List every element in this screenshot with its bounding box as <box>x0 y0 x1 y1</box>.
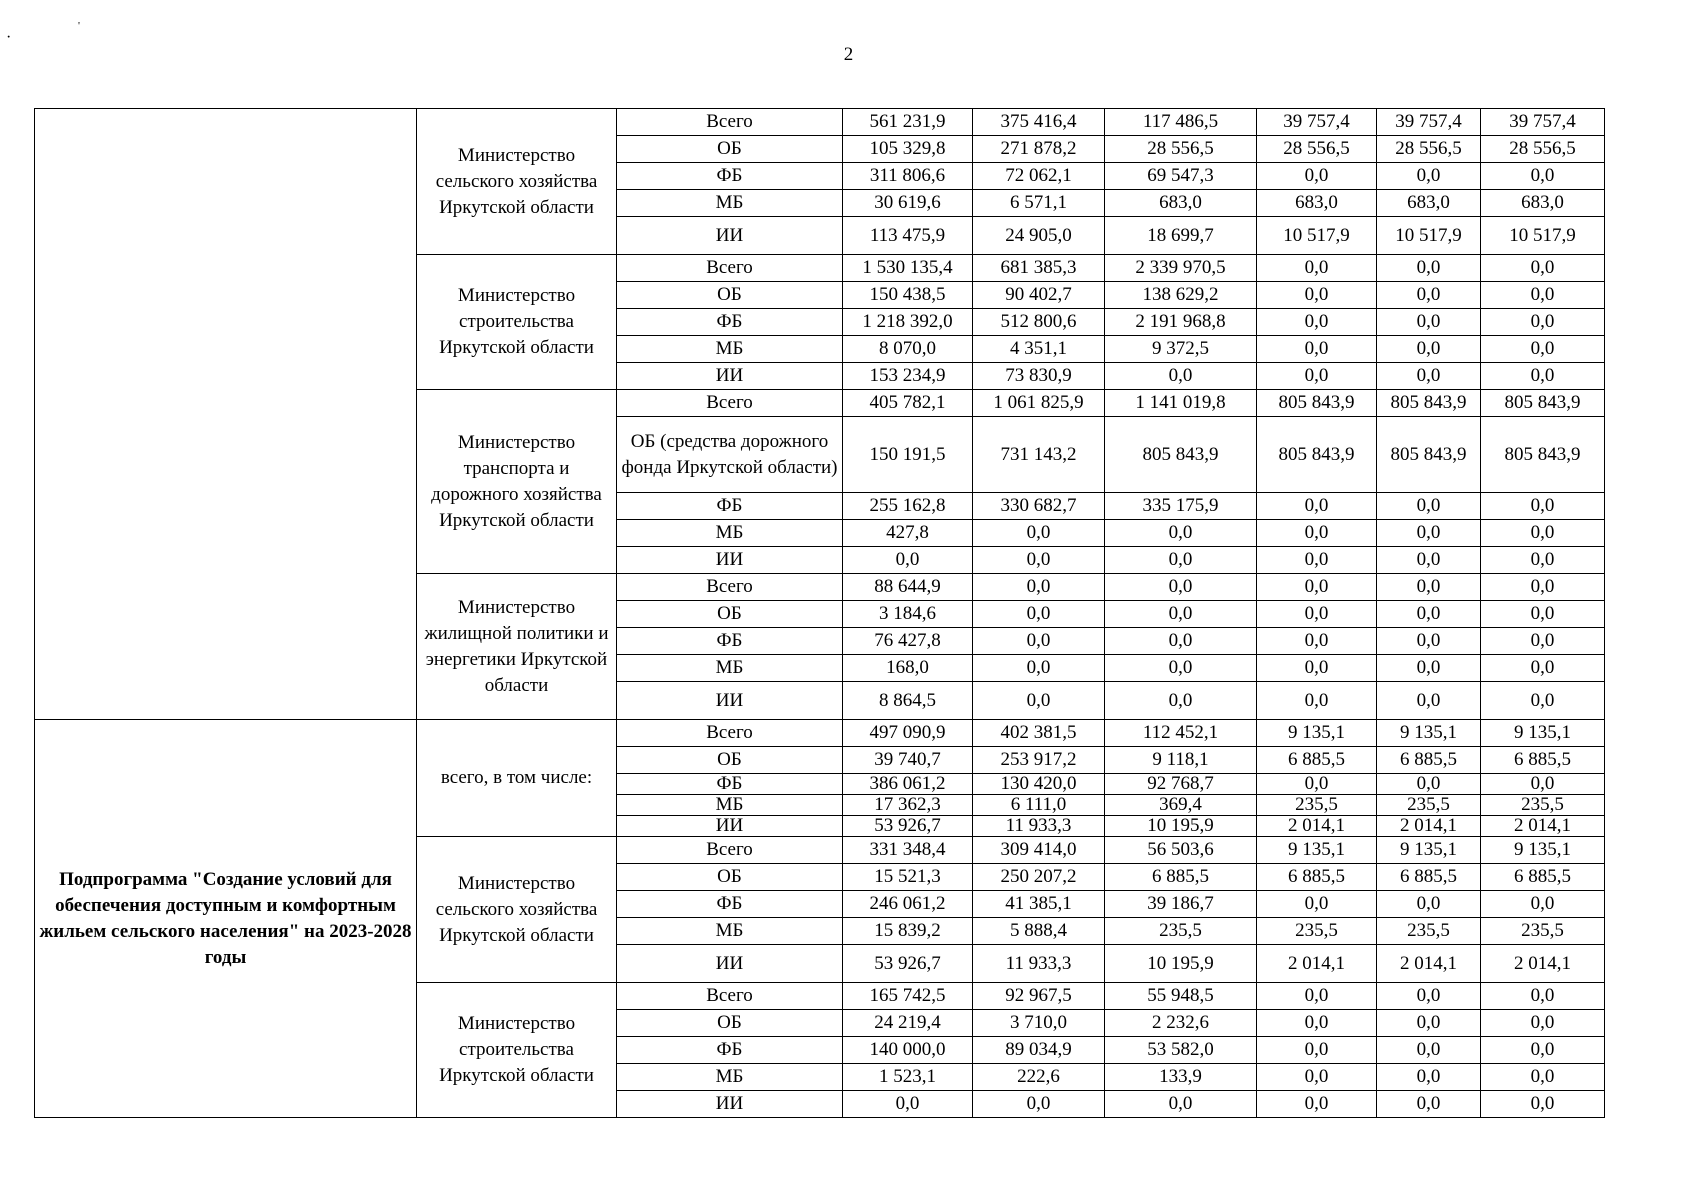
amount-cell: 271 878,2 <box>973 136 1105 163</box>
amount-cell: 0,0 <box>1257 1091 1377 1118</box>
amount-cell: 117 486,5 <box>1105 109 1257 136</box>
amount-cell: 10 195,9 <box>1105 945 1257 983</box>
funding-source-cell: ОБ <box>617 601 843 628</box>
amount-cell: 0,0 <box>973 574 1105 601</box>
funding-source-cell: МБ <box>617 655 843 682</box>
funding-source-cell: ИИ <box>617 682 843 720</box>
amount-cell: 235,5 <box>1481 918 1605 945</box>
funding-source-cell: ОБ <box>617 864 843 891</box>
amount-cell: 0,0 <box>1105 363 1257 390</box>
amount-cell: 683,0 <box>1105 190 1257 217</box>
amount-cell: 0,0 <box>1105 520 1257 547</box>
amount-cell: 561 231,9 <box>843 109 973 136</box>
amount-cell: 10 517,9 <box>1377 217 1481 255</box>
amount-cell: 0,0 <box>1481 255 1605 282</box>
amount-cell: 165 742,5 <box>843 983 973 1010</box>
amount-cell: 311 806,6 <box>843 163 973 190</box>
amount-cell: 168,0 <box>843 655 973 682</box>
amount-cell: 0,0 <box>1257 493 1377 520</box>
amount-cell: 2 014,1 <box>1377 816 1481 837</box>
responsible-executor-cell: Министерство сельского хозяйства Иркутской области <box>417 109 617 255</box>
amount-cell: 0,0 <box>1481 655 1605 682</box>
funding-source-cell: ФБ <box>617 1037 843 1064</box>
amount-cell: 11 933,3 <box>973 945 1105 983</box>
amount-cell: 235,5 <box>1377 918 1481 945</box>
amount-cell: 0,0 <box>1257 891 1377 918</box>
responsible-executor-cell: Министерство строительства Иркутской области <box>417 983 617 1118</box>
amount-cell: 92 967,5 <box>973 983 1105 1010</box>
amount-cell: 28 556,5 <box>1257 136 1377 163</box>
amount-cell: 30 619,6 <box>843 190 973 217</box>
amount-cell: 235,5 <box>1257 918 1377 945</box>
amount-cell: 39 740,7 <box>843 747 973 774</box>
funding-source-cell: ОБ <box>617 282 843 309</box>
amount-cell: 0,0 <box>1257 309 1377 336</box>
amount-cell: 24 905,0 <box>973 217 1105 255</box>
amount-cell: 28 556,5 <box>1377 136 1481 163</box>
amount-cell: 402 381,5 <box>973 720 1105 747</box>
amount-cell: 805 843,9 <box>1481 417 1605 493</box>
amount-cell: 731 143,2 <box>973 417 1105 493</box>
amount-cell: 0,0 <box>1377 255 1481 282</box>
amount-cell: 55 948,5 <box>1105 983 1257 1010</box>
funding-source-cell: Всего <box>617 574 843 601</box>
amount-cell: 6 111,0 <box>973 795 1105 816</box>
amount-cell: 0,0 <box>1257 255 1377 282</box>
funding-source-cell: ОБ <box>617 747 843 774</box>
amount-cell: 6 885,5 <box>1481 747 1605 774</box>
budget-table <box>34 108 1605 1118</box>
amount-cell: 24 219,4 <box>843 1010 973 1037</box>
amount-cell: 683,0 <box>1377 190 1481 217</box>
funding-source-cell: Всего <box>617 390 843 417</box>
amount-cell: 0,0 <box>1377 363 1481 390</box>
amount-cell: 1 141 019,8 <box>1105 390 1257 417</box>
amount-cell: 113 475,9 <box>843 217 973 255</box>
funding-source-cell: ИИ <box>617 945 843 983</box>
amount-cell: 0,0 <box>1481 1091 1605 1118</box>
amount-cell: 222,6 <box>973 1064 1105 1091</box>
amount-cell: 69 547,3 <box>1105 163 1257 190</box>
amount-cell: 150 191,5 <box>843 417 973 493</box>
amount-cell: 0,0 <box>1377 547 1481 574</box>
amount-cell: 28 556,5 <box>1481 136 1605 163</box>
funding-source-cell: Всего <box>617 720 843 747</box>
amount-cell: 6 885,5 <box>1105 864 1257 891</box>
page-number: 2 <box>843 44 854 65</box>
funding-source-cell: ИИ <box>617 547 843 574</box>
amount-cell: 250 207,2 <box>973 864 1105 891</box>
amount-cell: 41 385,1 <box>973 891 1105 918</box>
amount-cell: 405 782,1 <box>843 390 973 417</box>
amount-cell: 130 420,0 <box>973 774 1105 795</box>
amount-cell: 88 644,9 <box>843 574 973 601</box>
amount-cell: 0,0 <box>1105 601 1257 628</box>
amount-cell: 6 885,5 <box>1257 864 1377 891</box>
amount-cell: 153 234,9 <box>843 363 973 390</box>
amount-cell: 0,0 <box>1481 163 1605 190</box>
funding-source-cell: ФБ <box>617 493 843 520</box>
amount-cell: 0,0 <box>1377 1010 1481 1037</box>
amount-cell: 0,0 <box>1105 1091 1257 1118</box>
amount-cell: 0,0 <box>1481 1037 1605 1064</box>
amount-cell: 0,0 <box>1377 493 1481 520</box>
amount-cell: 0,0 <box>1481 336 1605 363</box>
amount-cell: 0,0 <box>1481 682 1605 720</box>
amount-cell: 375 416,4 <box>973 109 1105 136</box>
amount-cell: 805 843,9 <box>1377 390 1481 417</box>
amount-cell: 0,0 <box>1481 774 1605 795</box>
amount-cell: 0,0 <box>973 1091 1105 1118</box>
amount-cell: 0,0 <box>1257 574 1377 601</box>
amount-cell: 0,0 <box>1377 163 1481 190</box>
amount-cell: 39 757,4 <box>1257 109 1377 136</box>
amount-cell: 0,0 <box>843 547 973 574</box>
amount-cell: 1 523,1 <box>843 1064 973 1091</box>
responsible-executor-cell: всего, в том числе: <box>417 720 617 837</box>
amount-cell: 0,0 <box>1377 891 1481 918</box>
amount-cell: 805 843,9 <box>1377 417 1481 493</box>
amount-cell: 53 926,7 <box>843 945 973 983</box>
amount-cell: 112 452,1 <box>1105 720 1257 747</box>
responsible-executor-cell: Министерство сельского хозяйства Иркутской области <box>417 837 617 983</box>
amount-cell: 138 629,2 <box>1105 282 1257 309</box>
funding-source-cell: Всего <box>617 255 843 282</box>
amount-cell: 0,0 <box>1257 1037 1377 1064</box>
amount-cell: 2 339 970,5 <box>1105 255 1257 282</box>
funding-source-cell: ОБ <box>617 136 843 163</box>
amount-cell: 0,0 <box>1377 1037 1481 1064</box>
amount-cell: 90 402,7 <box>973 282 1105 309</box>
amount-cell: 2 014,1 <box>1481 945 1605 983</box>
amount-cell: 1 218 392,0 <box>843 309 973 336</box>
amount-cell: 0,0 <box>1257 336 1377 363</box>
amount-cell: 0,0 <box>1257 628 1377 655</box>
amount-cell: 0,0 <box>1377 983 1481 1010</box>
amount-cell: 76 427,8 <box>843 628 973 655</box>
amount-cell: 0,0 <box>1481 282 1605 309</box>
amount-cell: 2 014,1 <box>1257 816 1377 837</box>
amount-cell: 681 385,3 <box>973 255 1105 282</box>
amount-cell: 105 329,8 <box>843 136 973 163</box>
amount-cell: 0,0 <box>1257 547 1377 574</box>
table-row <box>35 720 1605 747</box>
amount-cell: 235,5 <box>1481 795 1605 816</box>
amount-cell: 0,0 <box>1377 1091 1481 1118</box>
funding-source-cell: Всего <box>617 983 843 1010</box>
amount-cell: 0,0 <box>1481 983 1605 1010</box>
amount-cell: 0,0 <box>1481 1064 1605 1091</box>
amount-cell: 10 195,9 <box>1105 816 1257 837</box>
amount-cell: 10 517,9 <box>1481 217 1605 255</box>
amount-cell: 1 061 825,9 <box>973 390 1105 417</box>
amount-cell: 73 830,9 <box>973 363 1105 390</box>
funding-source-cell: ОБ (средства дорожного фонда Иркутской области) <box>617 417 843 493</box>
amount-cell: 9 135,1 <box>1481 837 1605 864</box>
funding-source-cell: ОБ <box>617 1010 843 1037</box>
amount-cell: 683,0 <box>1481 190 1605 217</box>
funding-source-cell: МБ <box>617 336 843 363</box>
amount-cell: 0,0 <box>1377 628 1481 655</box>
amount-cell: 0,0 <box>1377 574 1481 601</box>
amount-cell: 9 135,1 <box>1377 837 1481 864</box>
amount-cell: 0,0 <box>973 682 1105 720</box>
funding-source-cell: МБ <box>617 190 843 217</box>
amount-cell: 335 175,9 <box>1105 493 1257 520</box>
amount-cell: 0,0 <box>1105 628 1257 655</box>
funding-source-cell: ФБ <box>617 774 843 795</box>
amount-cell: 72 062,1 <box>973 163 1105 190</box>
amount-cell: 253 917,2 <box>973 747 1105 774</box>
amount-cell: 309 414,0 <box>973 837 1105 864</box>
amount-cell: 0,0 <box>1377 655 1481 682</box>
amount-cell: 53 582,0 <box>1105 1037 1257 1064</box>
amount-cell: 0,0 <box>1481 493 1605 520</box>
amount-cell: 0,0 <box>1257 1010 1377 1037</box>
amount-cell: 92 768,7 <box>1105 774 1257 795</box>
amount-cell: 235,5 <box>1377 795 1481 816</box>
amount-cell: 0,0 <box>1481 628 1605 655</box>
amount-cell: 683,0 <box>1257 190 1377 217</box>
funding-source-cell: МБ <box>617 1064 843 1091</box>
amount-cell: 0,0 <box>1377 682 1481 720</box>
amount-cell: 5 888,4 <box>973 918 1105 945</box>
amount-cell: 235,5 <box>1105 918 1257 945</box>
amount-cell: 15 839,2 <box>843 918 973 945</box>
amount-cell: 255 162,8 <box>843 493 973 520</box>
amount-cell: 0,0 <box>1481 891 1605 918</box>
responsible-executor-cell: Министерство строительства Иркутской области <box>417 255 617 390</box>
amount-cell: 0,0 <box>1257 655 1377 682</box>
amount-cell: 56 503,6 <box>1105 837 1257 864</box>
amount-cell: 235,5 <box>1257 795 1377 816</box>
amount-cell: 0,0 <box>1481 309 1605 336</box>
amount-cell: 3 710,0 <box>973 1010 1105 1037</box>
amount-cell: 0,0 <box>1257 1064 1377 1091</box>
amount-cell: 0,0 <box>1257 682 1377 720</box>
amount-cell: 150 438,5 <box>843 282 973 309</box>
funding-source-cell: Всего <box>617 837 843 864</box>
amount-cell: 0,0 <box>973 628 1105 655</box>
amount-cell: 0,0 <box>1377 601 1481 628</box>
amount-cell: 39 186,7 <box>1105 891 1257 918</box>
amount-cell: 0,0 <box>1377 336 1481 363</box>
amount-cell: 246 061,2 <box>843 891 973 918</box>
responsible-executor-cell: Министерство жилищной политики и энергетики Иркутской области <box>417 574 617 720</box>
amount-cell: 0,0 <box>1105 547 1257 574</box>
amount-cell: 6 885,5 <box>1481 864 1605 891</box>
amount-cell: 4 351,1 <box>973 336 1105 363</box>
amount-cell: 18 699,7 <box>1105 217 1257 255</box>
amount-cell: 9 135,1 <box>1257 837 1377 864</box>
funding-source-cell: ИИ <box>617 816 843 837</box>
amount-cell: 9 372,5 <box>1105 336 1257 363</box>
amount-cell: 0,0 <box>1105 655 1257 682</box>
amount-cell: 0,0 <box>1257 520 1377 547</box>
funding-source-cell: ИИ <box>617 363 843 390</box>
amount-cell: 427,8 <box>843 520 973 547</box>
amount-cell: 497 090,9 <box>843 720 973 747</box>
amount-cell: 0,0 <box>1105 682 1257 720</box>
scan-dot-mark: · <box>6 29 12 46</box>
amount-cell: 2 014,1 <box>1257 945 1377 983</box>
amount-cell: 8 070,0 <box>843 336 973 363</box>
amount-cell: 805 843,9 <box>1257 390 1377 417</box>
amount-cell: 0,0 <box>973 547 1105 574</box>
amount-cell: 28 556,5 <box>1105 136 1257 163</box>
amount-cell: 39 757,4 <box>1377 109 1481 136</box>
amount-cell: 2 191 968,8 <box>1105 309 1257 336</box>
amount-cell: 3 184,6 <box>843 601 973 628</box>
amount-cell: 369,4 <box>1105 795 1257 816</box>
amount-cell: 331 348,4 <box>843 837 973 864</box>
amount-cell: 805 843,9 <box>1105 417 1257 493</box>
amount-cell: 15 521,3 <box>843 864 973 891</box>
amount-cell: 133,9 <box>1105 1064 1257 1091</box>
amount-cell: 9 135,1 <box>1377 720 1481 747</box>
amount-cell: 0,0 <box>1481 1010 1605 1037</box>
funding-source-cell: ФБ <box>617 163 843 190</box>
table-row <box>35 109 1605 136</box>
amount-cell: 6 885,5 <box>1377 864 1481 891</box>
amount-cell: 140 000,0 <box>843 1037 973 1064</box>
amount-cell: 9 135,1 <box>1257 720 1377 747</box>
amount-cell: 6 571,1 <box>973 190 1105 217</box>
amount-cell: 0,0 <box>1481 574 1605 601</box>
amount-cell: 9 135,1 <box>1481 720 1605 747</box>
responsible-executor-cell: Министерство транспорта и дорожного хозяйства Иркутской области <box>417 390 617 574</box>
amount-cell: 0,0 <box>1481 547 1605 574</box>
amount-cell: 0,0 <box>1377 309 1481 336</box>
funding-source-cell: МБ <box>617 795 843 816</box>
amount-cell: 0,0 <box>973 520 1105 547</box>
amount-cell: 0,0 <box>1105 574 1257 601</box>
amount-cell: 0,0 <box>1377 520 1481 547</box>
funding-source-cell: МБ <box>617 918 843 945</box>
funding-source-cell: ИИ <box>617 1091 843 1118</box>
funding-source-cell: ФБ <box>617 891 843 918</box>
funding-source-cell: МБ <box>617 520 843 547</box>
amount-cell: 8 864,5 <box>843 682 973 720</box>
amount-cell: 53 926,7 <box>843 816 973 837</box>
amount-cell: 386 061,2 <box>843 774 973 795</box>
amount-cell: 2 014,1 <box>1377 945 1481 983</box>
amount-cell: 0,0 <box>1481 601 1605 628</box>
amount-cell: 0,0 <box>1481 520 1605 547</box>
amount-cell: 330 682,7 <box>973 493 1105 520</box>
funding-source-cell: ИИ <box>617 217 843 255</box>
amount-cell: 10 517,9 <box>1257 217 1377 255</box>
amount-cell: 0,0 <box>973 601 1105 628</box>
amount-cell: 1 530 135,4 <box>843 255 973 282</box>
amount-cell: 0,0 <box>1377 1064 1481 1091</box>
amount-cell: 0,0 <box>1377 774 1481 795</box>
program-name-cell: Подпрограмма "Создание условий для обеспечения доступным и комфортным жильем сельского населения" на 2023-2028 годы <box>35 720 417 1118</box>
amount-cell: 39 757,4 <box>1481 109 1605 136</box>
amount-cell: 6 885,5 <box>1377 747 1481 774</box>
amount-cell: 0,0 <box>1257 163 1377 190</box>
amount-cell: 2 232,6 <box>1105 1010 1257 1037</box>
amount-cell: 0,0 <box>1257 774 1377 795</box>
scan-dot-mark: ' <box>78 20 80 32</box>
amount-cell: 805 843,9 <box>1257 417 1377 493</box>
amount-cell: 0,0 <box>1257 363 1377 390</box>
amount-cell: 0,0 <box>1257 601 1377 628</box>
amount-cell: 11 933,3 <box>973 816 1105 837</box>
amount-cell: 0,0 <box>973 655 1105 682</box>
amount-cell: 512 800,6 <box>973 309 1105 336</box>
amount-cell: 17 362,3 <box>843 795 973 816</box>
amount-cell: 2 014,1 <box>1481 816 1605 837</box>
amount-cell: 0,0 <box>1257 983 1377 1010</box>
amount-cell: 805 843,9 <box>1481 390 1605 417</box>
program-name-cell <box>35 109 417 720</box>
funding-source-cell: ФБ <box>617 309 843 336</box>
amount-cell: 0,0 <box>843 1091 973 1118</box>
amount-cell: 9 118,1 <box>1105 747 1257 774</box>
amount-cell: 0,0 <box>1257 282 1377 309</box>
amount-cell: 0,0 <box>1377 282 1481 309</box>
amount-cell: 6 885,5 <box>1257 747 1377 774</box>
amount-cell: 89 034,9 <box>973 1037 1105 1064</box>
funding-source-cell: Всего <box>617 109 843 136</box>
funding-source-cell: ФБ <box>617 628 843 655</box>
amount-cell: 0,0 <box>1481 363 1605 390</box>
